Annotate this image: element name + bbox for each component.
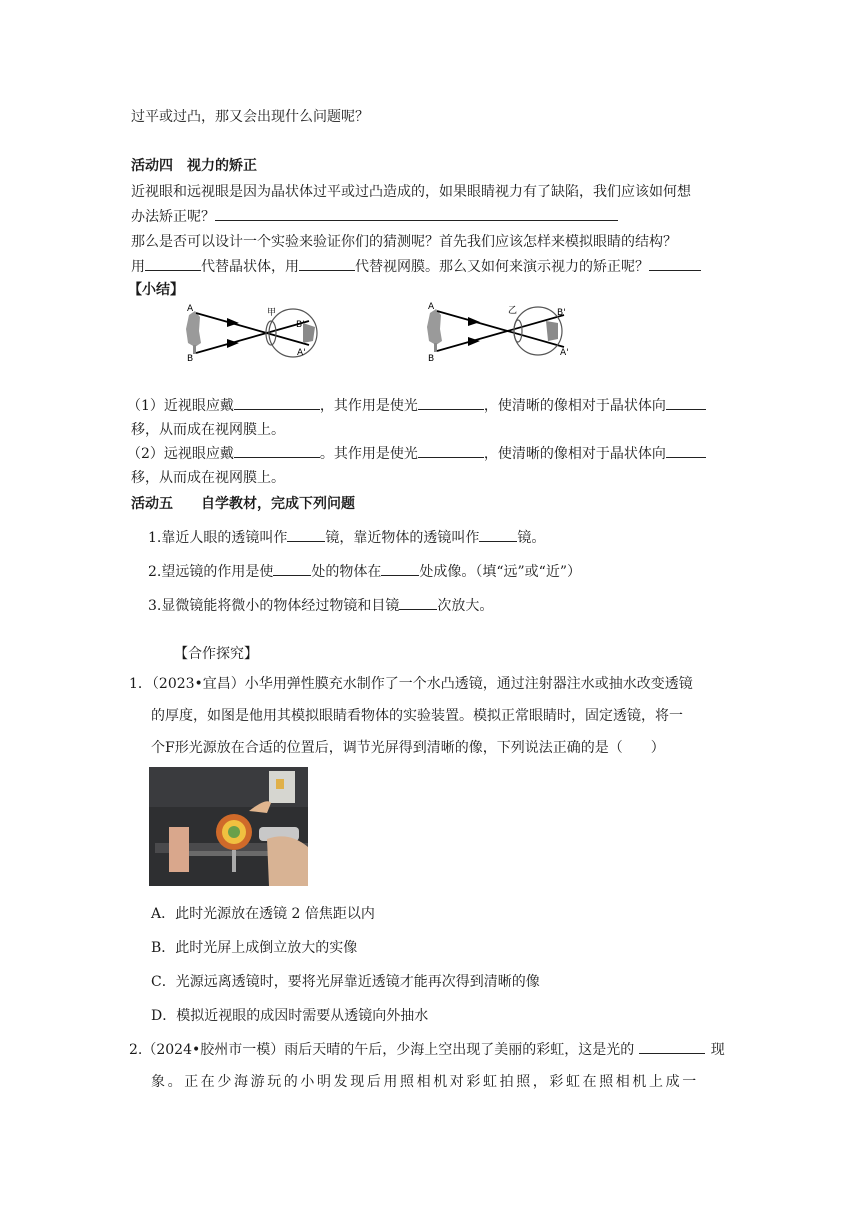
activity4-paragraph-2: 那么是否可以设计一个实验来验证你们的猜测呢？首先我们应该怎样来模拟眼睛的结构？ bbox=[131, 234, 677, 250]
item1-text-a: （1）近视眼应戴 bbox=[127, 398, 234, 414]
arrow-icon bbox=[468, 317, 480, 326]
summary-item-2-cont: 移，从而成在视网膜上。 bbox=[131, 470, 285, 486]
light-source-box bbox=[169, 827, 189, 872]
activity5-question-2 bbox=[148, 561, 581, 581]
label-a-prime: A' bbox=[560, 348, 569, 358]
summary-item-1-cont: 移，从而成在视网膜上。 bbox=[131, 422, 285, 438]
light-ray bbox=[437, 315, 564, 351]
image-tree-icon bbox=[303, 323, 315, 343]
answer-blank[interactable] bbox=[418, 443, 484, 458]
option-d[interactable]: D．模拟近视眼的成因时需要从透镜向外抽水 bbox=[151, 1008, 429, 1024]
object-tree-icon bbox=[186, 311, 201, 354]
q2-text-a: 2.望远镜的作用是使 bbox=[148, 564, 274, 580]
answer-blank[interactable] bbox=[234, 395, 320, 410]
item1-text-b: ，其作用是使光 bbox=[319, 398, 418, 414]
light-ray bbox=[437, 311, 564, 347]
q2-text-b: 处的物体在 bbox=[311, 564, 382, 580]
label-yi: 乙 bbox=[508, 306, 518, 316]
summary-title: 【小结】 bbox=[128, 282, 184, 298]
hyperopia-diagram bbox=[424, 299, 574, 365]
answer-blank[interactable] bbox=[299, 256, 355, 271]
activity4-paragraph-3 bbox=[131, 256, 701, 276]
activity4-paragraph-1b bbox=[131, 206, 618, 226]
answer-blank[interactable] bbox=[639, 1039, 705, 1054]
label-b-prime: B' bbox=[296, 320, 305, 330]
label-a: A bbox=[187, 304, 194, 314]
answer-blank[interactable] bbox=[145, 256, 201, 271]
answer-blank[interactable] bbox=[273, 561, 311, 576]
cooperation-title: 【合作探究】 bbox=[174, 646, 258, 662]
question-1-line-2: 的厚度，如图是他用其模拟眼睛看物体的实验装置。模拟正常眼睛时，固定透镜，将一 bbox=[151, 708, 683, 724]
q2-line1-text-b: 现 bbox=[710, 1042, 725, 1058]
item1-text-c: ，使清晰的像相对于晶状体向 bbox=[483, 398, 666, 414]
p3-text-b: 代替晶状体，用 bbox=[201, 259, 299, 275]
intro-line: 过平或过凸，那又会出现什么问题呢？ bbox=[131, 109, 369, 125]
p3-text-a: 用 bbox=[131, 259, 145, 275]
image-tree-icon bbox=[546, 321, 558, 341]
answer-blank[interactable] bbox=[666, 395, 706, 410]
arrow-icon bbox=[227, 339, 239, 348]
activity5-question-1 bbox=[148, 527, 545, 547]
experiment-photo bbox=[149, 767, 308, 886]
activity4-title: 活动四 视力的矫正 bbox=[131, 158, 257, 174]
question-2-line-1 bbox=[129, 1039, 725, 1059]
q2-text-c: 处成像。（填“远”或“近”） bbox=[419, 564, 581, 580]
summary-item-1 bbox=[127, 395, 706, 415]
myopia-diagram bbox=[183, 301, 329, 363]
q1-text-b: 镜，靠近物体的透镜叫作 bbox=[325, 530, 480, 546]
question-2-line-2: 象。正在少海游玩的小明发现后用照相机对彩虹拍照，彩虹在照相机上成一 bbox=[151, 1074, 699, 1090]
hand bbox=[267, 836, 308, 886]
item2-text-a: （2）远视眼应戴 bbox=[127, 446, 234, 462]
item2-text-c: ，使清晰的像相对于晶状体向 bbox=[483, 446, 666, 462]
q2-line1-text-a: 2.（2024•胶州市一模）雨后天晴的午后，少海上空出现了美丽的彩虹，这是光的 bbox=[129, 1042, 635, 1058]
label-a-prime: A' bbox=[297, 348, 306, 358]
activity5-question-3 bbox=[148, 595, 493, 615]
answer-blank[interactable] bbox=[287, 527, 325, 542]
q3-text-a: 3.显微镜能将微小的物体经过物镜和目镜 bbox=[148, 598, 400, 614]
activity4-p1b-text: 办法矫正呢？ bbox=[131, 209, 215, 225]
activity4-paragraph-1a: 近视眼和远视眼是因为晶状体过平或过凸造成的，如果眼睛视力有了缺陷，我们应该如何想 bbox=[131, 184, 691, 200]
answer-blank[interactable] bbox=[399, 595, 437, 610]
item2-text-b: 。其作用是使光 bbox=[319, 446, 418, 462]
light-ray bbox=[196, 321, 309, 353]
option-b[interactable]: B．此时光屏上成倒立放大的实像 bbox=[151, 940, 358, 956]
q1-text-a: 1.靠近人眼的透镜叫作 bbox=[148, 530, 288, 546]
label-a: A bbox=[428, 302, 435, 312]
label-b: B bbox=[187, 354, 194, 363]
arrow-icon bbox=[468, 337, 480, 346]
answer-blank[interactable] bbox=[479, 527, 517, 542]
answer-blank[interactable] bbox=[215, 206, 618, 221]
p3-text-c: 代替视网膜。那么又如何来演示视力的矫正呢？ bbox=[355, 259, 649, 275]
label-b: B bbox=[428, 354, 435, 364]
summary-item-2 bbox=[127, 443, 706, 463]
option-c[interactable]: C．光源远离透镜时，要将光屏靠近透镜才能再次得到清晰的像 bbox=[151, 974, 540, 990]
question-1-line-1: 1．（2023•宜昌）小华用弹性膜充水制作了一个水凸透镜，通过注射器注水或抽水改变透镜 bbox=[129, 676, 693, 692]
answer-blank[interactable] bbox=[666, 443, 706, 458]
option-a[interactable]: A．此时光源放在透镜 2 倍焦距以内 bbox=[151, 906, 375, 922]
label-b-prime: B' bbox=[557, 308, 566, 318]
light-ray bbox=[196, 313, 309, 345]
answer-blank[interactable] bbox=[649, 256, 701, 271]
label-jia: 甲 bbox=[267, 308, 277, 318]
answer-blank[interactable] bbox=[381, 561, 419, 576]
answer-blank[interactable] bbox=[418, 395, 484, 410]
activity5-title: 活动五 自学教材，完成下列问题 bbox=[131, 496, 355, 512]
object-tree-icon bbox=[427, 309, 442, 352]
arrow-icon bbox=[227, 318, 239, 327]
answer-blank[interactable] bbox=[234, 443, 320, 458]
question-1-line-3: 个F形光源放在合适的位置后，调节光屏得到清晰的像，下列说法正确的是（ ） bbox=[151, 740, 665, 756]
q3-text-b: 次放大。 bbox=[437, 598, 494, 614]
q1-text-c: 镜。 bbox=[517, 530, 546, 546]
